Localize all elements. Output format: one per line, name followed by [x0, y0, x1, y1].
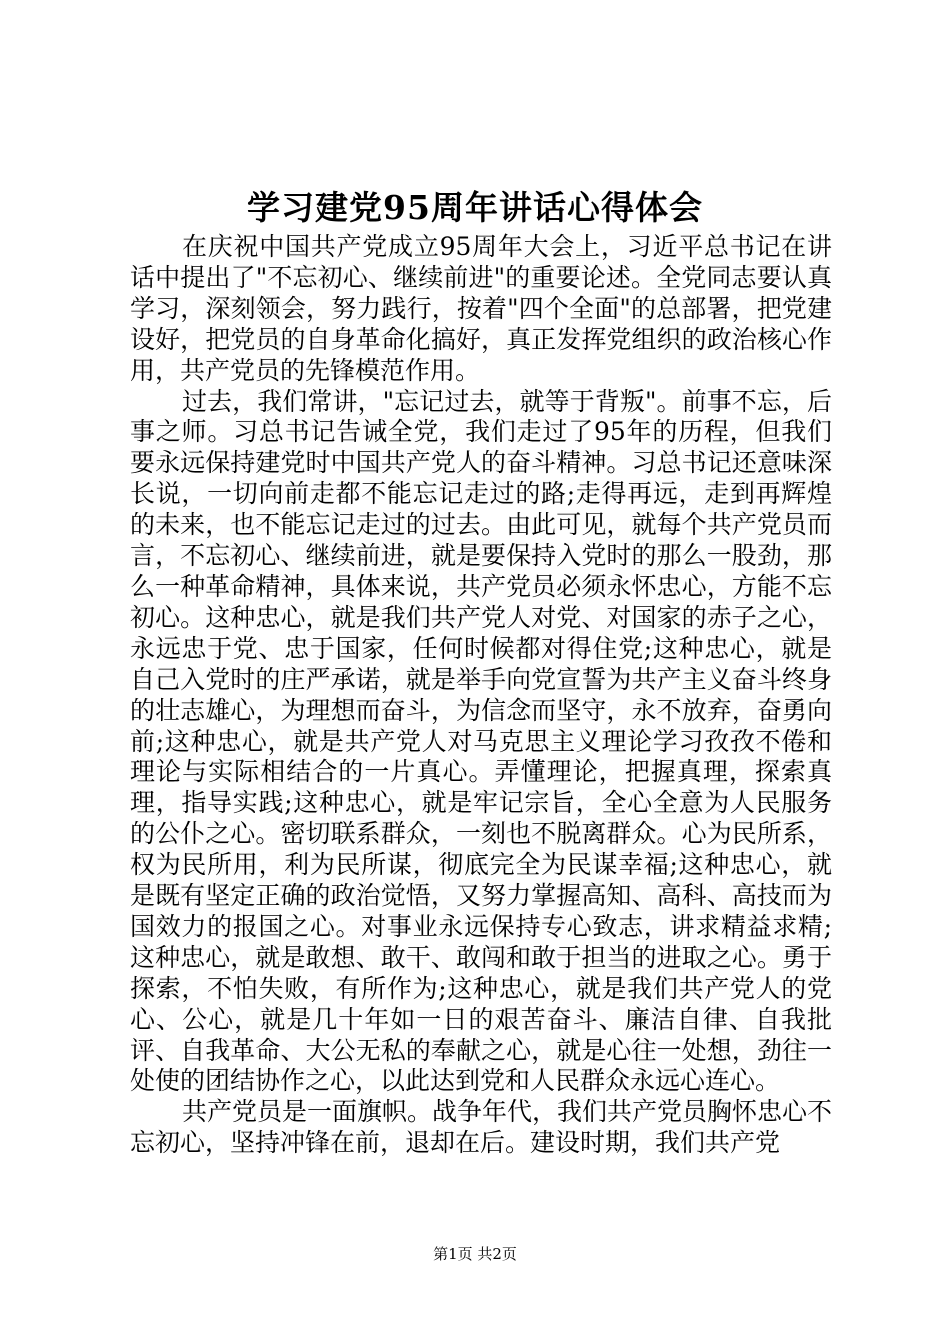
paragraph-3: 共产党员是一面旗帜。战争年代，我们共产党员胸怀忠心不忘初心，坚持冲锋在前，退却在后。建设时期，我们共产党 — [130, 1097, 833, 1158]
page-footer: 第1页 共2页 — [433, 1245, 517, 1263]
paragraph-2: 过去，我们常讲，"忘记过去，就等于背叛"。前事不忘，后事之师。习总书记告诫全党，我们走过了95年的历程，但我们要永远保持建党时中国共产党人的奋斗精神。习总书记还意味深长说，一切向前走都不能忘记走过的路;走得再远，走到再辉煌的未来，也不能忘记走过的过去。由此可见，就每个共产党员而言，不忘初心、继续前进，就是要保持入党时的那么一股劲，那么一种革命精神，具体来说，共产党员必须永怀忠心，方能不忘初心。这种忠心，就是我们共产党人对党、对国家的赤子之心，永远忠于党、忠于国家，任何时候都对得住党;这种忠心，就是自己入党时的庄严承诺，就是举手向党宣誓为共产主义奋斗终身的壮志雄心，为理想而奋斗，为信念而坚守，永不放弃，奋勇向前;这种忠心，就是共产党人对马克思主义理论学习孜孜不倦和理论与实际相结合的一片真心。弄懂理论，把握真理，探索真理，指导实践;这种忠心，就是牢记宗旨，全心全意为人民服务的公仆之心。密切联系群众，一刻也不脱离群众。心为民所系，权为民所用，利为民所谋，彻底完全为民谋幸福;这种忠心，就是既有坚定正确的政治觉悟，又努力掌握高知、高科、高技而为国效力的报国之心。对事业永远保持专心致志，讲求精益求精;这种忠心，就是敢想、敢干、敢闯和敢于担当的进取之心。勇于探索，不怕失败，有所作为;这种忠心，就是我们共产党人的党心、公心，就是几十年如一日的艰苦奋斗、廉洁自律、自我批评、自我革命、大公无私的奉献之心，就是心往一处想，劲往一处使的团结协作之心，以此达到党和人民群众永远心连心。 — [130, 386, 832, 1096]
paragraph-1: 在庆祝中国共产党成立95周年大会上，习近平总书记在讲话中提出了"不忘初心、继续前进"的重要论述。全党同志要认真学习，深刻领会，努力践行，按着"四个全面"的总部署，把党建设好，把党员的自身革命化搞好，真正发挥党组织的政治核心作用，共产党员的先锋模范作用。 — [130, 232, 832, 385]
document-body — [130, 232, 832, 1159]
document-title: 学习建党95周年讲话心得体会 — [247, 188, 703, 227]
